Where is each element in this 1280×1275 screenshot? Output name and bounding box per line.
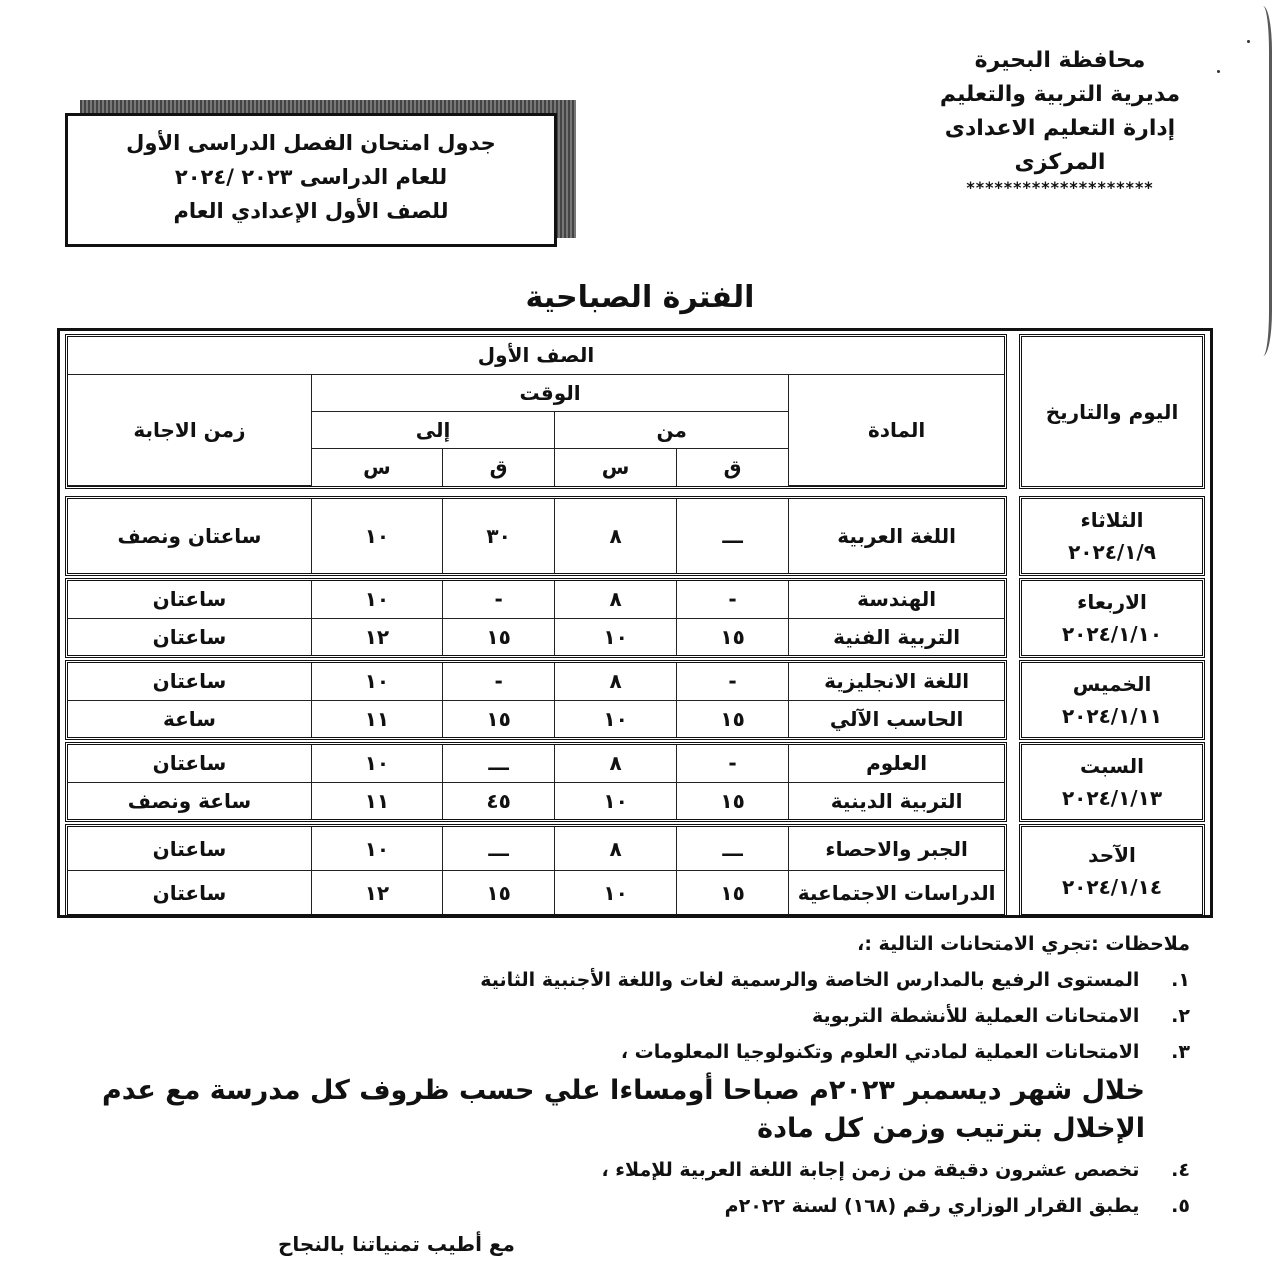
from-minutes-cell: ـــ: [676, 499, 788, 573]
table-row: [68, 745, 1004, 782]
note-number: ٤.: [1171, 1159, 1190, 1181]
note-text: تخصص عشرون دقيقة من زمن إجابة اللغة العربية للإملاء ،: [601, 1159, 1140, 1181]
header-from: من: [555, 411, 789, 448]
day-date-cell: [1019, 824, 1205, 917]
duration-cell: ساعتان ونصف: [68, 499, 311, 573]
organization-header: [900, 44, 1220, 198]
day-name: السبت: [1079, 754, 1145, 778]
note-item: [70, 1152, 1190, 1188]
directorate: مديرية التربية والتعليم: [939, 82, 1181, 107]
day-date-cell: [1019, 578, 1205, 658]
to-minutes-cell: -: [442, 581, 554, 618]
from-minutes-cell: -: [676, 745, 788, 782]
header-grade: الصف الأول: [68, 337, 1004, 374]
to-minutes-cell: -: [442, 663, 554, 700]
exam-date: ٢٠٢٤/١/١١: [1061, 704, 1163, 728]
from-hours-cell: ٨: [555, 663, 677, 700]
table-row: [68, 871, 1004, 915]
notes-emphasis: خلال شهر ديسمبر ٢٠٢٣م صباحا أومساءا علي حسب ظروف كل مدرسة مع عدم الإخلال بترتيب وزمن كل مادة: [102, 1075, 1145, 1144]
from-minutes-cell: ١٥: [676, 618, 788, 655]
day-date-column: [1017, 334, 1207, 912]
from-minutes-cell: ١٥: [676, 700, 788, 737]
table-row: [68, 782, 1004, 819]
duration-cell: ساعتان: [68, 663, 311, 700]
duration-cell: ساعة ونصف: [68, 782, 311, 819]
table-row: [68, 618, 1004, 655]
note-item: [70, 962, 1190, 998]
duration-cell: ساعتان: [68, 581, 311, 618]
note-text: يطبق القرار الوزاري رقم (١٦٨) لسنة ٢٠٢٢م: [724, 1195, 1140, 1217]
from-hours-cell: ٨: [555, 581, 677, 618]
period-heading: الفترة الصباحية: [525, 280, 755, 315]
administration: إدارة التعليم الاعدادى المركزى: [944, 116, 1176, 175]
header-to-minutes: ق: [442, 448, 554, 485]
to-minutes-cell: ١٥: [442, 618, 554, 655]
note-number: ١.: [1171, 969, 1190, 991]
day-name: الثلاثاء: [1080, 508, 1144, 532]
duration-cell: ساعة: [68, 700, 311, 737]
to-hours-cell: ١٠: [311, 581, 442, 618]
duration-cell: ساعتان: [68, 618, 311, 655]
exam-date: ٢٠٢٤/١/١٤: [1061, 874, 1163, 899]
to-hours-cell: ١٢: [311, 618, 442, 655]
header-time: الوقت: [311, 374, 788, 411]
to-hours-cell: ١٠: [311, 745, 442, 782]
from-hours-cell: ١٠: [555, 618, 677, 655]
to-minutes-cell: ـــ: [442, 745, 554, 782]
day-block: [65, 824, 1007, 917]
title-line-1: جدول امتحان الفصل الدراسى الأول: [126, 131, 496, 155]
header-to-hours: س: [311, 448, 442, 485]
exam-date: ٢٠٢٤/١/١٠: [1061, 622, 1163, 646]
note-item: [70, 1034, 1190, 1070]
subject-cell: الدراسات الاجتماعية: [789, 871, 1004, 915]
subject-cell: التربية الدينية: [789, 782, 1004, 819]
schedule-main-column: [63, 334, 1009, 912]
subject-cell: اللغة الانجليزية: [789, 663, 1004, 700]
from-hours-cell: ١٠: [555, 871, 677, 915]
header-from-hours: س: [555, 448, 677, 485]
day-block: [65, 742, 1007, 822]
from-hours-cell: ٨: [555, 499, 677, 573]
to-minutes-cell: ٣٠: [442, 499, 554, 573]
note-item: [70, 1188, 1190, 1224]
table-row: [68, 581, 1004, 618]
note-number: ٣.: [1171, 1041, 1190, 1063]
header-from-minutes: ق: [676, 448, 788, 485]
from-minutes-cell: ـــ: [676, 827, 788, 871]
day-date-cell: [1019, 496, 1205, 576]
from-hours-cell: ٨: [555, 745, 677, 782]
exam-date: ٢٠٢٤/١/١٣: [1061, 786, 1163, 810]
governorate: محافظة البحيرة: [974, 48, 1146, 73]
table-row: [68, 700, 1004, 737]
note-text: الامتحانات العملية للأنشطة التربوية: [812, 1005, 1140, 1027]
duration-cell: ساعتان: [68, 827, 311, 871]
to-minutes-cell: ٤٥: [442, 782, 554, 819]
subject-cell: الجبر والاحصاء: [789, 827, 1004, 871]
to-minutes-cell: ١٥: [442, 700, 554, 737]
subject-cell: العلوم: [789, 745, 1004, 782]
day-name: الاربعاء: [1077, 590, 1147, 614]
from-hours-cell: ٨: [555, 827, 677, 871]
from-hours-cell: ١٠: [555, 782, 677, 819]
subject-cell: اللغة العربية: [789, 499, 1004, 573]
day-date-cell: [1019, 742, 1205, 822]
title-line-2: للعام الدراسى ٢٠٢٣ /٢٠٢٤: [174, 165, 448, 189]
note-text: المستوى الرفيع بالمدارس الخاصة والرسمية لغات واللغة الأجنبية الثانية: [480, 969, 1140, 991]
header-subject: المادة: [789, 374, 1004, 485]
to-hours-cell: ١٠: [311, 663, 442, 700]
exam-schedule-table: [57, 328, 1213, 918]
from-hours-cell: ١٠: [555, 700, 677, 737]
to-hours-cell: ١١: [311, 700, 442, 737]
note-number: ٢.: [1171, 1005, 1190, 1027]
speck: [1247, 40, 1250, 43]
from-minutes-cell: ١٥: [676, 782, 788, 819]
notes-intro: ملاحظات :تجري الامتحانات التالية :،: [857, 933, 1190, 955]
header-day-date-label: اليوم والتاريخ: [1045, 399, 1179, 424]
table-row: [68, 499, 1004, 573]
day-name: الآحد: [1088, 842, 1136, 867]
star-separator: ********************: [966, 178, 1154, 197]
header-day-date: [1019, 334, 1205, 489]
header-block: [65, 334, 1007, 489]
to-hours-cell: ١١: [311, 782, 442, 819]
note-item: [70, 998, 1190, 1034]
header-duration: زمن الاجابة: [68, 374, 311, 485]
day-block: [65, 578, 1007, 658]
title-box: [65, 113, 557, 247]
subject-cell: التربية الفنية: [789, 618, 1004, 655]
subject-cell: الحاسب الآلي: [789, 700, 1004, 737]
closing-wish: مع أطيب تمنياتنا بالنجاح: [278, 1232, 515, 1256]
note-number: ٥.: [1171, 1195, 1190, 1217]
day-block: [65, 660, 1007, 740]
table-row: [68, 663, 1004, 700]
note-text: الامتحانات العملية لمادتي العلوم وتكنولوجيا المعلومات ،: [620, 1041, 1140, 1063]
day-block: [65, 496, 1007, 576]
exam-date: ٢٠٢٤/١/٩: [1068, 540, 1156, 564]
to-hours-cell: ١٢: [311, 871, 442, 915]
from-minutes-cell: -: [676, 663, 788, 700]
to-hours-cell: ١٠: [311, 499, 442, 573]
duration-cell: ساعتان: [68, 871, 311, 915]
from-minutes-cell: -: [676, 581, 788, 618]
duration-cell: ساعتان: [68, 745, 311, 782]
day-date-cell: [1019, 660, 1205, 740]
day-name: الخميس: [1072, 672, 1152, 696]
to-minutes-cell: ١٥: [442, 871, 554, 915]
to-hours-cell: ١٠: [311, 827, 442, 871]
title-line-3: للصف الأول الإعدادي العام: [173, 199, 449, 223]
to-minutes-cell: ـــ: [442, 827, 554, 871]
header-to: إلى: [311, 411, 554, 448]
table-row: [68, 827, 1004, 871]
notes-section: [70, 926, 1190, 1224]
from-minutes-cell: ١٥: [676, 871, 788, 915]
subject-cell: الهندسة: [789, 581, 1004, 618]
